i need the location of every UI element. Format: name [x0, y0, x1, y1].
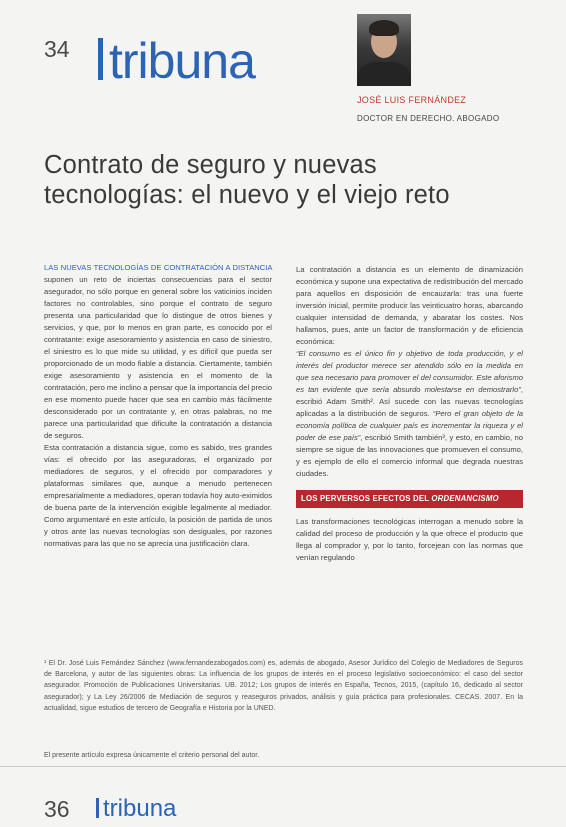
section-brand — [98, 34, 255, 88]
quote: “El consumo es el único fin y objetivo de toda producción, y el interés del productor merece ser atendido sólo en la medida en que sea necesario para promover el del consumidor. Este aforismo es tan evidente que sería absurdo molestarse en demostrarlo” — [296, 349, 523, 394]
section-heading-text: LOS PERVERSOS EFECTOS DEL — [301, 494, 432, 503]
brand-bar — [98, 38, 103, 80]
author-photo-body — [359, 62, 409, 86]
section-heading — [296, 490, 523, 508]
paragraph-text: suponen un reto de inciertas consecuencias para el sector asegurador, no sólo porque en general sobre los vaticinios inciden factores no controlables, sino porque el contrato de seguro presenta una particularidad que lo distingue de otros bienes y servicios, y que, por lo menos en gran parte, es conocido por el contratante: exige asesoramiento y asistencia en caso de siniestro, el siniestro es lo que mide su utilidad, y es difícil que pueda ser proporcionado de un modo fiable a distancia. Ciertamente, también exige asesoramiento y asistencia en el momento de la contratación, pero me inclino a pensar que la importancia del precio en ese momento puede hacer que sea en cambio más fácilmente desconsiderado por un contratante y, en otras palabras, no me parece una particularidad que dificulte la contratación a distancia de seguros. — [44, 275, 272, 440]
footnote: ¹ El Dr. José Luis Fernández Sánchez (www.fernandezabogados.com) es, además de abogado, Asesor Jurídico del Colegio de Mediadores de Seguros de Barcelona, y autor de las siguientes obras: La influencia de los grupos de interés en el proceso legislativo socioeconómico: el caso del sector asegurador. Promoción de Publicaciones Universitarias. UB. 2012; Los grupos de interés en España, Tecnos, 2015, (capítulo 16, dedicado al sector asegurador); y La Ley 26/2006 de Mediación de seguros y reaseguros privados, análisis y guía práctica para profesionales. CECAS. 2007. En la actualidad, sigue estudios de tercero de Geografía e Historia por la UNED. — [44, 660, 523, 712]
paragraph: Las transformaciones tecnológicas interrogan a menudo sobre la calidad del proceso de producción y la que ofrece el producto que llega al comprador y, por lo tanto, forcejean con las normas que venían regulando — [296, 517, 523, 562]
page-number: 34 — [44, 36, 70, 62]
brand-text: tribuna — [103, 795, 177, 822]
paragraph-quotes — [296, 348, 523, 480]
paragraph-text: , escribió Adam Smith². Así sucede con las nuevas tecnologías aplicadas a la distribución de seguros. — [296, 385, 523, 418]
next-page-number: 36 — [44, 796, 70, 822]
lead-in: LAS NUEVAS TECNOLOGÍAS DE CONTRATACIÓN A DISTANCIA — [44, 263, 272, 272]
author-role: DOCTOR EN DERECHO. ABOGADO — [357, 114, 500, 123]
page-divider — [0, 766, 566, 767]
brand-bar — [96, 798, 99, 818]
quote: “Pero el gran objeto de la economía política de cualquier país es incrementar la riqueza y el poder de ese país” — [296, 409, 524, 442]
paragraph: La contratación a distancia es un elemento de dinamización económica y supone una expectativa de redistribución del mercado para aquellos en disposición de encauzarla: tras una fuerte inversión inicial, permite producir las veinticuatro horas, abarcando cualquier intensidad de demanda, y abaratar los costes. Nos hallamos, pues, ante un factor de transformación y de eficiencia económica: — [296, 265, 523, 346]
author-name: JOSÉ LUIS FERNÁNDEZ — [357, 95, 467, 105]
disclaimer: El presente artículo expresa únicamente el criterio personal del autor. — [44, 752, 260, 759]
article-column-left — [44, 262, 272, 550]
paragraph-intro — [44, 262, 272, 442]
article-title: Contrato de seguro y nuevas tecnologías: el nuevo y el viejo reto — [44, 151, 450, 209]
footnotes — [44, 658, 523, 714]
next-page-brand — [96, 795, 176, 823]
brand-text: tribuna — [109, 33, 255, 89]
paragraph-text: , escribió Smith también³, y esto, en cambio, no siempre se sigue de las innovaciones que promueven el consumo, y es ejemplo de ello el comercio informal que degrada nuestras ciudades. — [296, 433, 523, 478]
author-photo-hair — [369, 20, 399, 36]
author-photo — [357, 14, 411, 86]
article-column-right — [296, 264, 523, 564]
section-heading-emphasis: ORDENANCISMO — [431, 494, 499, 503]
paragraph: Esta contratación a distancia sigue, como es sabido, tres grandes vías: el ofrecido por las aseguradoras, el organizado por mediadores de seguros, y el ofrecido por comparadores y plataformas similares que, aunque a menudo pertenecen empresarialmente a mediadores, operan todavía hoy auto-eximidos de buena parte de la intervención exigible legalmente al mediador. Como argumentaré en este artículo, la posición de partida de unos y otros ante las nuevas tecnologías son desiguales, por razones normativas para las que no se aprecia una justificación clara. — [44, 443, 272, 548]
